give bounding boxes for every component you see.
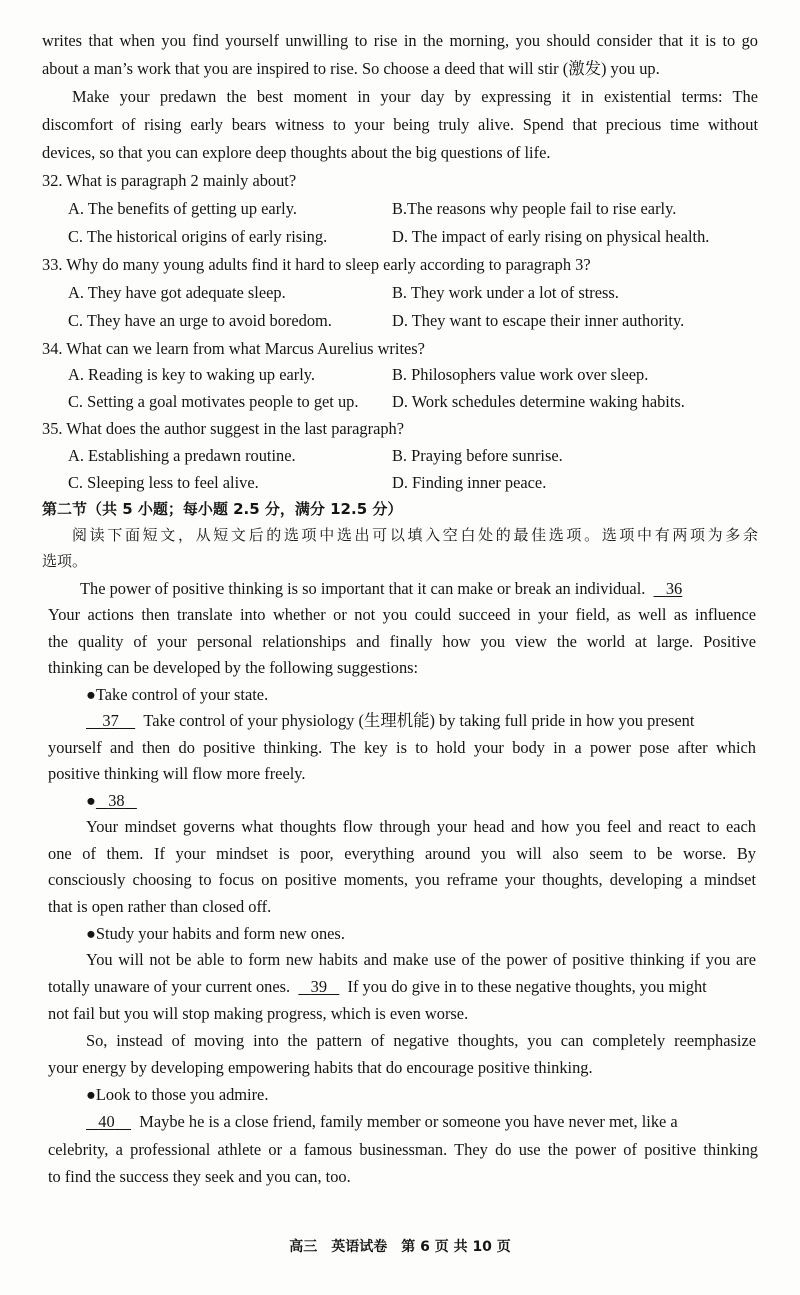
option-d: D. Work schedules determine waking habits. [392, 392, 685, 411]
suggestion-heading: ●Take control of your state. [86, 685, 269, 704]
option-a: A. They have got adequate sleep. [68, 283, 286, 302]
question-stem: 35. What does the author suggest in the last paragraph? [42, 419, 405, 438]
passage-line: not fail but you will stop making progress, which is even worse. [48, 1004, 469, 1023]
suggestion-heading: ●Look to those you admire. [86, 1085, 269, 1104]
option-a: A. Reading is key to waking up early. [68, 365, 316, 384]
blank-number: 40 [98, 1112, 115, 1131]
suggestion-heading: ●Study your habits and form new ones. [86, 924, 345, 943]
passage-line: devices, so that you can explore deep thoughts about the big questions of life. [42, 143, 551, 162]
passage-line [48, 976, 707, 998]
option-c: C. The historical origins of early rising. [68, 227, 328, 246]
section-instruction: 阅读下面短文，从短文后的选项中选出可以填入空白处的最佳选项。选项中有两项为多余 [72, 526, 758, 544]
blank-number: 38 [108, 791, 125, 810]
passage-line: discomfort of rising early bears witness to your being truly alive. Spend that precious time without [42, 115, 758, 134]
blank-36 [654, 579, 683, 598]
blank-number: 37 [102, 711, 119, 730]
option-c: C. Sleeping less to feel alive. [68, 473, 259, 492]
passage-line [86, 710, 694, 732]
bullet: ● [86, 791, 96, 810]
question-stem: 32. What is paragraph 2 mainly about? [42, 171, 297, 190]
passage-text: totally unaware of your current ones. [48, 977, 291, 996]
option-b: B.The reasons why people fail to rise early. [392, 199, 677, 218]
passage-line: about a man’s work that you are inspired to rise. So choose a deed that will stir (激发) you up. [42, 59, 660, 78]
question-stem: 33. Why do many young adults find it hard to sleep early according to paragraph 3? [42, 255, 591, 274]
passage-text: The power of positive thinking is so important that it can make or break an individual. [80, 579, 646, 598]
passage-line [80, 578, 682, 600]
blank-40 [86, 1112, 131, 1131]
passage-line: your energy by developing empowering habits that do encourage positive thinking. [48, 1058, 593, 1077]
option-d: D. Finding inner peace. [392, 473, 547, 492]
question-stem: 34. What can we learn from what Marcus Aurelius writes? [42, 339, 425, 358]
blank-37 [86, 711, 135, 730]
option-c: C. They have an urge to avoid boredom. [68, 311, 332, 330]
option-d: D. The impact of early rising on physical health. [392, 227, 710, 246]
blank-38 [96, 791, 137, 810]
option-d: D. They want to escape their inner authority. [392, 311, 685, 330]
option-b: B. Praying before sunrise. [392, 446, 563, 465]
passage-line: yourself and then do positive thinking. The key is to hold your body in a power pose after which [48, 738, 756, 757]
blank-number: 36 [665, 579, 683, 598]
passage-line: one of them. If your mindset is poor, everything around you will also seem to be worse. By [48, 844, 756, 863]
passage-line: You will not be able to form new habits and make use of the power of positive thinking if you are [86, 950, 756, 969]
passage-line: Make your predawn the best moment in your day by expressing it in existential terms: The [72, 87, 758, 106]
option-a: A. The benefits of getting up early. [68, 199, 297, 218]
passage-line [86, 1111, 678, 1133]
passage-line: positive thinking will flow more freely. [48, 764, 306, 783]
option-b: B. They work under a lot of stress. [392, 283, 619, 302]
section-heading: 第二节（共 5 小题；每小题 2.5 分，满分 12.5 分） [42, 500, 403, 518]
option-c: C. Setting a goal motivates people to get up. [68, 392, 359, 411]
passage-line: Your actions then translate into whether or not you could succeed in your field, as well as influence [48, 605, 756, 624]
passage-line: to find the success they seek and you can, too. [48, 1167, 351, 1186]
passage-line: that is open rather than closed off. [48, 897, 272, 916]
section-instruction: 选项。 [42, 552, 88, 570]
passage-text: If you do give in to these negative thoughts, you might [347, 977, 707, 996]
option-b: B. Philosophers value work over sleep. [392, 365, 649, 384]
passage-line: thinking can be developed by the following suggestions: [48, 658, 419, 677]
option-a: A. Establishing a predawn routine. [68, 446, 296, 465]
passage-text: Maybe he is a close friend, family member or someone you have never met, like a [139, 1112, 678, 1131]
passage-text: Take control of your physiology (生理机能) by taking full pride in how you present [143, 711, 695, 730]
page-footer: 高三 英语试卷 第 6 页 共 10 页 [289, 1239, 511, 1255]
passage-line: writes that when you find yourself unwilling to rise in the morning, you should consider that it is to go [42, 31, 758, 50]
passage-line: celebrity, a professional athlete or a famous businessman. They do use the power of positive thinking [48, 1140, 758, 1159]
blank-number: 39 [310, 977, 328, 996]
passage-line: consciously choosing to focus on positive moments, you reframe your thoughts, developing a mindset [48, 870, 756, 889]
blank-39 [298, 977, 339, 996]
suggestion-heading [86, 790, 137, 812]
passage-line: Your mindset governs what thoughts flow through your head and how you feel and react to each [86, 817, 756, 836]
passage-line: So, instead of moving into the pattern of negative thoughts, you can completely reemphasize [86, 1031, 756, 1050]
passage-line: the quality of your personal relationships and finally how you view the world at large. Positive [48, 632, 756, 651]
